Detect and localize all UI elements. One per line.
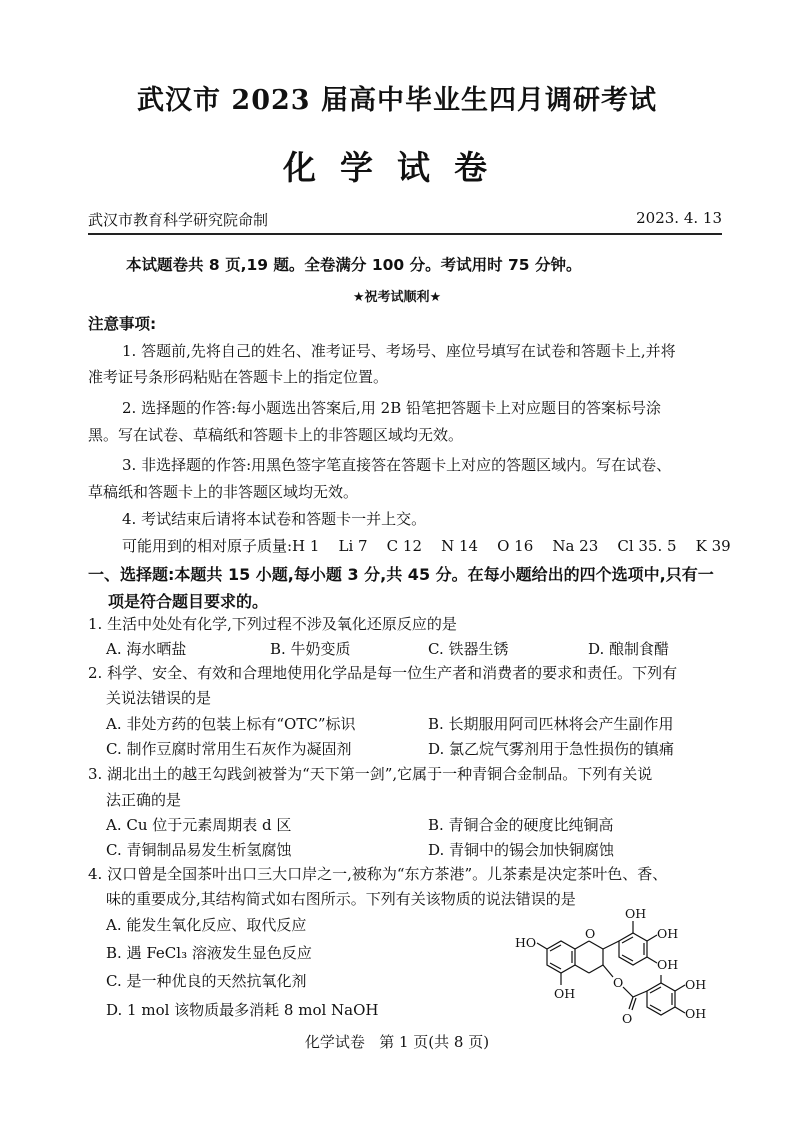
q4-option-d: D. 1 mol 该物质最多消耗 8 mol NaOH [106, 1001, 379, 1019]
section-1-heading-line-1: 一、选择题:本题共 15 小题,每小题 3 分,共 45 分。在每小题给出的四个选项中,只有一 [88, 565, 714, 584]
exam-date: 2023. 4. 13 [636, 209, 722, 227]
section-1-heading-line-2: 项是符合题目要求的。 [108, 592, 269, 611]
notice-item-2-line-1: 2. 选择题的作答:每小题选出答案后,用 2B 铅笔把答题卡上对应题目的答案标号涂 [122, 399, 662, 417]
q2-option-d: D. 氯乙烷气雾剂用于急性损伤的镇痛 [428, 740, 675, 758]
issuer: 武汉市教育科学研究院命制 [88, 211, 269, 229]
notice-item-3-line-1: 3. 非选择题的作答:用黑色签字笔直接答在答题卡上对应的答题区域内。写在试卷、 [122, 456, 672, 474]
q1-option-a: A. 海水晒盐 [106, 640, 187, 658]
molecule-label-a-ring-oh: OH [554, 986, 576, 1001]
q4-option-b: B. 遇 FeCl₃ 溶液发生显色反应 [106, 944, 312, 962]
page-footer: 化学试卷 第 1 页(共 8 页) [304, 1033, 490, 1051]
q3-option-c: C. 青铜制品易发生析氢腐蚀 [106, 841, 292, 859]
molecule-label-d-ring-bottom-oh: OH [685, 1006, 707, 1021]
notice-item-4: 4. 考试结束后请将本试卷和答题卡一并上交。 [122, 510, 427, 528]
notice-heading: 注意事项: [88, 315, 157, 333]
good-luck-banner: ★祝考试顺利★ [352, 290, 442, 305]
notice-item-1-line-2: 准考证号条形码粘贴在答题卡上的指定位置。 [88, 368, 389, 386]
molecule-label-d-ring-top-oh: OH [685, 977, 707, 992]
exam-title: 武汉市 2023 届高中毕业生四月调研考试 [137, 85, 657, 116]
molecule-label-b-ring-right-oh: OH [657, 926, 679, 941]
q3-stem-line-2: 法正确的是 [106, 791, 182, 809]
notice-item-2-line-2: 黑。写在试卷、草稿纸和答题卡上的非答题区域均无效。 [88, 426, 464, 444]
q3-option-a: A. Cu 位于元素周期表 d 区 [106, 816, 292, 834]
molecule-label-carbonyl-oxygen: O [622, 1011, 633, 1026]
molecule-label-ring-oxygen: O [585, 926, 596, 941]
molecule-label-b-ring-bottom-oh: OH [657, 957, 679, 972]
q1-option-b: B. 牛奶变质 [270, 640, 351, 658]
q3-stem-line-1: 3. 湖北出土的越王勾践剑被誉为“天下第一剑”,它属于一种青铜合金制品。下列有关说 [88, 765, 653, 783]
issuer-date-line [88, 209, 722, 235]
exam-intro: 本试题卷共 8 页,19 题。全卷满分 100 分。考试用时 75 分钟。 [126, 256, 582, 274]
q4-stem-line-1: 4. 汉口曾是全国茶叶出口三大口岸之一,被称为“东方茶港”。儿茶素是决定茶叶色、香、 [88, 865, 668, 883]
q1-option-d: D. 酿制食醋 [588, 640, 670, 658]
q2-option-c: C. 制作豆腐时常用生石灰作为凝固剂 [106, 740, 352, 758]
molecule-label-b-ring-top-oh: OH [625, 906, 647, 921]
catechin-structure-diagram [505, 905, 735, 1033]
exam-subtitle: 化学试卷 [283, 148, 511, 187]
q3-option-b: B. 青铜合金的硬度比纯铜高 [428, 816, 614, 834]
q2-stem-line-1: 2. 科学、安全、有效和合理地使用化学品是每一位生产者和消费者的要求和责任。下列有 [88, 664, 678, 682]
molecule-label-ester-oxygen: O [613, 975, 624, 990]
q2-stem-line-2: 关说法错误的是 [106, 689, 212, 707]
molecule-label-a-ring-ho: HO [515, 935, 537, 950]
q2-option-b: B. 长期服用阿司匹林将会产生副作用 [428, 715, 674, 733]
q1-option-c: C. 铁器生锈 [428, 640, 509, 658]
q1-stem: 1. 生活中处处有化学,下列过程不涉及氧化还原反应的是 [88, 615, 457, 633]
q2-option-a: A. 非处方药的包装上标有“OTC”标识 [106, 715, 356, 733]
notice-item-1-line-1: 1. 答题前,先将自己的姓名、准考证号、考场号、座位号填写在试卷和答题卡上,并将 [122, 342, 676, 360]
notice-item-3-line-2: 草稿纸和答题卡上的非答题区域均无效。 [88, 483, 359, 501]
q3-option-d: D. 青铜中的锡会加快铜腐蚀 [428, 841, 615, 859]
q4-option-c: C. 是一种优良的天然抗氧化剂 [106, 972, 307, 990]
atomic-masses: 可能用到的相对原子质量:H 1 Li 7 C 12 N 14 O 16 Na 23 Cl 35. 5 K 39 [122, 537, 731, 555]
q4-stem-line-2: 味的重要成分,其结构简式如右图所示。下列有关该物质的说法错误的是 [106, 890, 576, 908]
q4-option-a: A. 能发生氧化反应、取代反应 [106, 916, 307, 934]
